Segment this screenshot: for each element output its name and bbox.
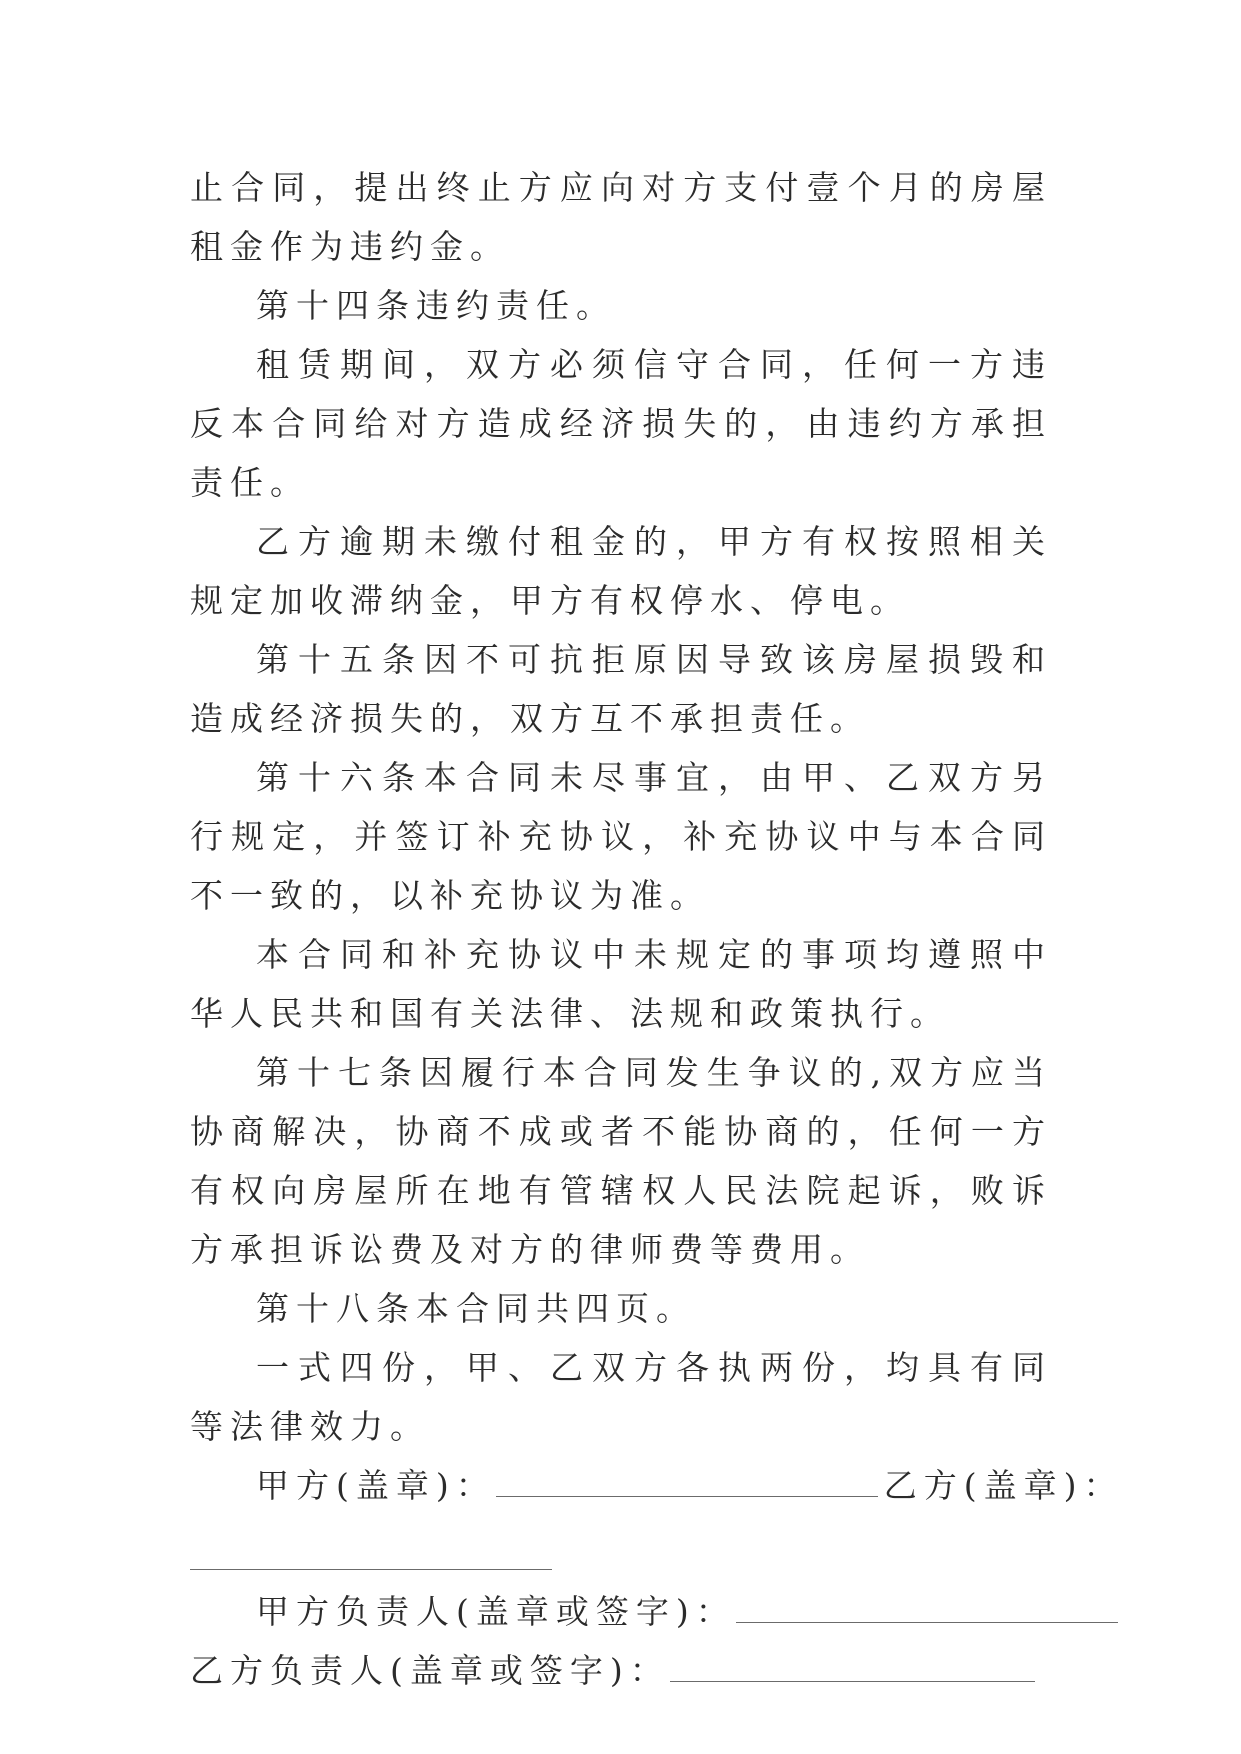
party-a-seal-label: 甲方(盖章)： <box>256 1466 496 1505</box>
party-a-rep-label: 甲方负责人(盖章或签字)： <box>256 1592 736 1631</box>
paragraph-article-18: 第十八条本合同共四页。 <box>256 1289 696 1328</box>
party-a-rep-blank[interactable] <box>736 1590 1118 1623</box>
paragraph-applicable-law: 本合同和补充协议中未规定的事项均遵照中华人民共和国有关法律、法规和政策执行。 <box>190 935 1052 1033</box>
party-b-rep-label: 乙方负责人(盖章或签字)： <box>190 1651 670 1690</box>
paragraph-termination-penalty: 止合同，提出终止方应向对方支付壹个月的房屋租金作为违约金。 <box>190 168 1052 266</box>
party-b-rep-blank[interactable] <box>670 1649 1035 1682</box>
paragraph-lease-breach: 租赁期间，双方必须信守合同，任何一方违反本合同给对方造成经济损失的，由违约方承担责任。 <box>190 345 1052 502</box>
paragraph-article-16: 第十六条本合同未尽事宜，由甲、乙双方另行规定，并签订补充协议，补充协议中与本合同不一致的，以补充协议为准。 <box>190 758 1052 915</box>
paragraph-article-14-title: 第十四条违约责任。 <box>256 286 616 325</box>
paragraph-late-rent: 乙方逾期未缴付租金的，甲方有权按照相关规定加收滞纳金，甲方有权停水、停电。 <box>190 522 1052 620</box>
party-a-seal-blank[interactable] <box>496 1464 878 1497</box>
paragraph-article-15: 第十五条因不可抗拒原因导致该房屋损毁和造成经济损失的，双方互不承担责任。 <box>190 640 1052 738</box>
party-a-rep-row <box>190 1582 1052 1641</box>
paragraph-copies: 一式四份，甲、乙双方各执两份，均具有同等法律效力。 <box>190 1348 1052 1446</box>
party-b-seal-blank[interactable] <box>190 1537 552 1570</box>
contract-page <box>190 158 1124 1700</box>
party-b-rep-row <box>190 1641 1052 1700</box>
seal-row <box>190 1456 1124 1515</box>
party-b-seal-label: 乙方(盖章)： <box>883 1466 1124 1505</box>
paragraph-article-17: 第十七条因履行本合同发生争议的,双方应当协商解决，协商不成或者不能协商的，任何一方有权向房屋所在地有管辖权人民法院起诉，败诉方承担诉讼费及对方的律师费等费用。 <box>190 1053 1052 1269</box>
party-b-seal-line <box>190 1515 1052 1574</box>
